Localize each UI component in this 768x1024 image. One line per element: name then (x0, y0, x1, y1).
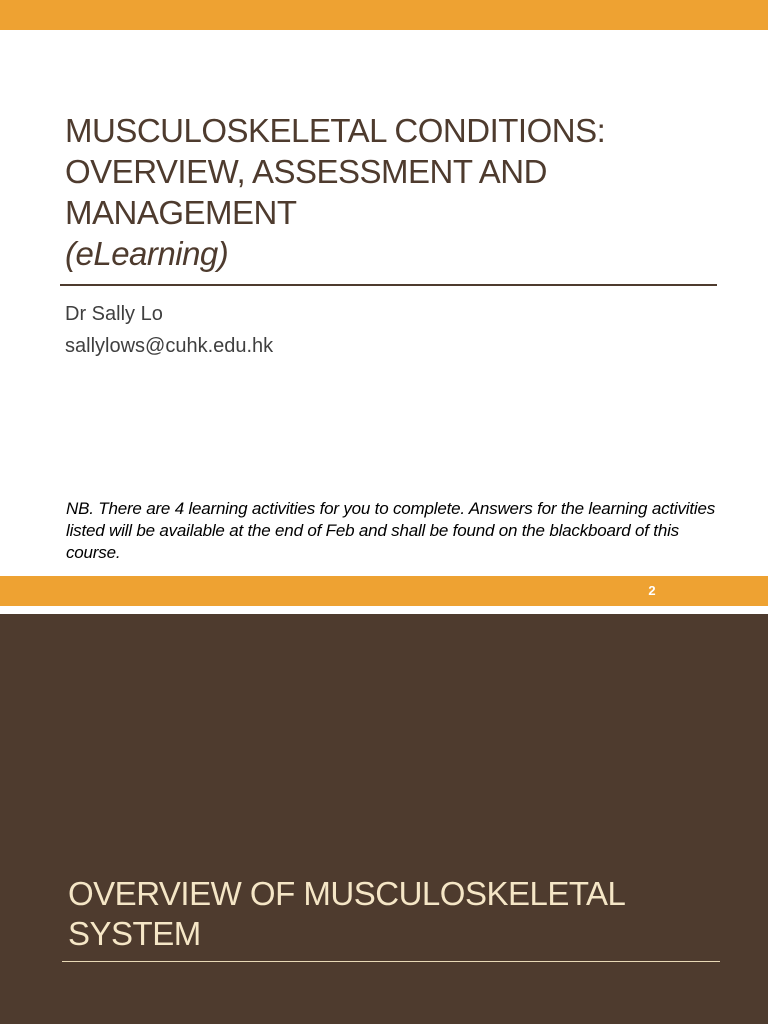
bottom-accent-bar (0, 576, 768, 606)
section-divider (62, 961, 720, 962)
section-title-line-2: SYSTEM (68, 915, 201, 952)
title-subtitle: (eLearning) (65, 235, 229, 272)
slide-separator (0, 606, 768, 614)
slide-title (65, 110, 725, 274)
author-block (65, 298, 273, 362)
section-title-line-1: OVERVIEW OF MUSCULOSKELETAL (68, 875, 626, 912)
author-name: Dr Sally Lo (65, 303, 163, 325)
learning-activities-note: NB. There are 4 learning activities for you to complete. Answers for the learning activities listed will be available at the end of Feb and shall be found on the blackboard of this course. (66, 499, 715, 562)
title-divider (60, 284, 717, 286)
title-line-3: MANAGEMENT (65, 194, 297, 231)
top-accent-bar (0, 0, 768, 30)
section-title (68, 874, 718, 954)
section-slide (0, 614, 768, 1024)
title-line-1: MUSCULOSKELETAL CONDITIONS: (65, 112, 606, 149)
slide-number: 2 (648, 583, 656, 598)
author-email: sallylows@cuhk.edu.hk (65, 335, 274, 357)
title-line-2: OVERVIEW, ASSESSMENT AND (65, 153, 547, 190)
